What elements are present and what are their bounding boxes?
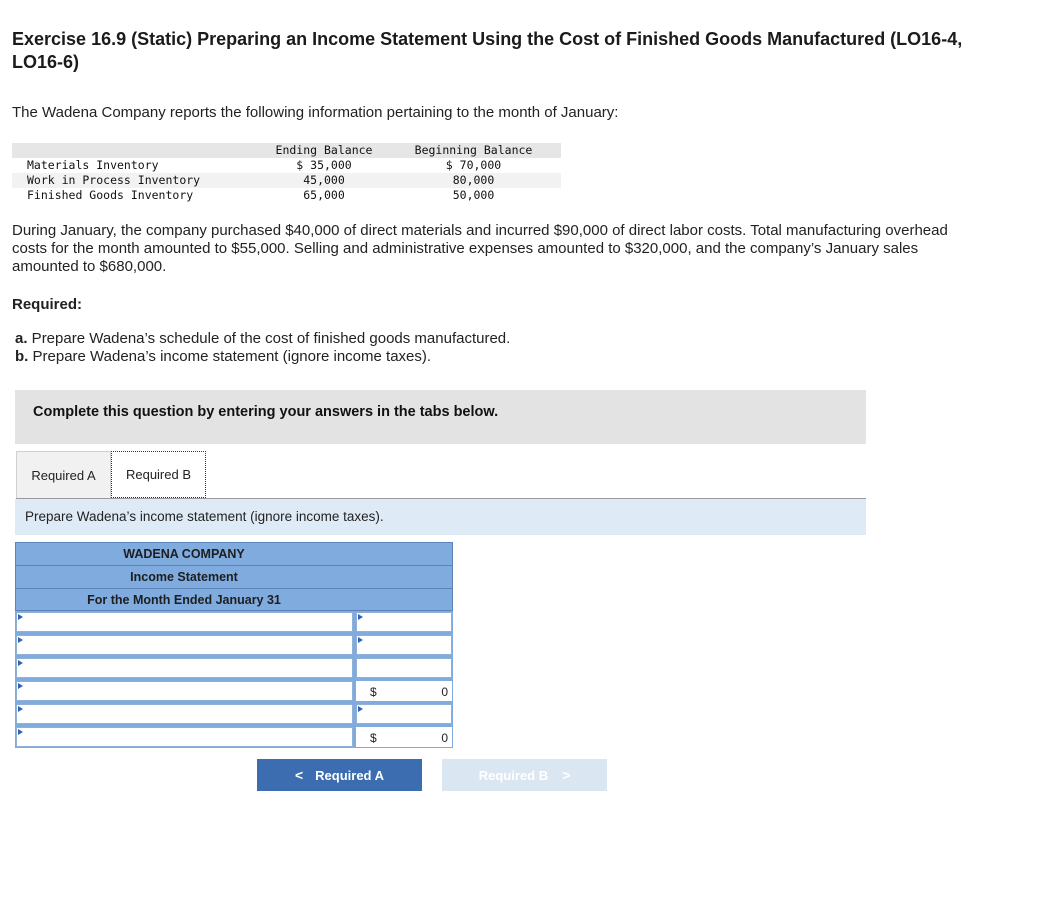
header-blank — [12, 143, 262, 158]
row-label: Finished Goods Inventory — [27, 188, 194, 202]
amount-input[interactable] — [356, 612, 452, 632]
dropdown-arrow-icon — [358, 706, 363, 712]
income-statement-header — [15, 542, 453, 611]
row-label: Work in Process Inventory — [12, 173, 262, 188]
account-dropdown[interactable] — [16, 681, 353, 701]
account-dropdown[interactable] — [16, 727, 353, 747]
statement-period: For the Month Ended January 31 — [15, 588, 453, 611]
dropdown-arrow-icon — [18, 660, 23, 666]
header-ending-balance: Ending Balance — [262, 143, 386, 158]
account-dropdown[interactable] — [16, 635, 353, 655]
exercise-title: Exercise 16.9 (Static) Preparing an Income Statement Using the Cost of Finished Goods Manufactured (LO16-4, LO16-6) — [12, 29, 963, 72]
dropdown-arrow-icon — [18, 637, 23, 643]
beginning-value: $ 70,000 — [445, 158, 502, 172]
amount-value: 0 — [441, 685, 448, 699]
account-dropdown[interactable] — [16, 658, 353, 678]
required-item-b — [15, 348, 510, 366]
currency-symbol: $ — [370, 731, 377, 745]
dropdown-arrow-icon — [358, 637, 363, 643]
previous-tab-label: Required A — [315, 767, 385, 783]
row-label: Materials Inventory — [27, 158, 159, 172]
chevron-right-icon: > — [562, 767, 571, 783]
dropdown-arrow-icon — [18, 706, 23, 712]
table-header-row — [12, 143, 561, 158]
computed-amount-cell — [356, 727, 452, 747]
tab-required-b[interactable]: Required B — [111, 451, 206, 498]
table-row — [12, 173, 561, 188]
chevron-left-icon: < — [294, 767, 304, 783]
dropdown-arrow-icon — [18, 614, 23, 620]
tab-instruction: Prepare Wadena’s income statement (ignore income taxes). — [15, 499, 866, 535]
statement-name: Income Statement — [15, 565, 453, 588]
dropdown-arrow-icon — [18, 729, 23, 735]
beginning-value: 50,000 — [452, 188, 495, 202]
amount-input[interactable] — [356, 635, 452, 655]
account-dropdown[interactable] — [16, 612, 353, 632]
next-tab-button — [442, 759, 607, 791]
income-statement-grid — [15, 611, 453, 748]
previous-tab-button[interactable] — [257, 759, 422, 791]
amount-input[interactable] — [356, 658, 452, 678]
required-list — [15, 330, 510, 366]
intro-text: The Wadena Company reports the following information pertaining to the month of January: — [12, 104, 619, 121]
company-name: WADENA COMPANY — [15, 542, 453, 565]
amount-value: 0 — [441, 731, 448, 745]
dropdown-arrow-icon — [18, 683, 23, 689]
dropdown-arrow-icon — [358, 614, 363, 620]
required-text: Prepare Wadena’s income statement (ignore income taxes). — [28, 348, 432, 365]
beginning-value: 80,000 — [386, 173, 561, 188]
header-beginning-balance: Beginning Balance — [386, 143, 561, 158]
complete-prompt: Complete this question by entering your answers in the tabs below. — [15, 390, 866, 444]
inventory-balances-table — [12, 143, 561, 203]
required-letter: b. — [15, 348, 29, 365]
tab-required-a[interactable]: Required A — [16, 451, 111, 498]
table-row — [12, 158, 561, 173]
required-heading: Required: — [12, 296, 83, 313]
problem-paragraph: During January, the company purchased $40,000 of direct materials and incurred $90,000 of direct labor costs. Total manufacturing overhead costs for the month amounted to $55,000. Selling and administrative expenses amounted to $320,000, and the company’s January sales amounted to $680,000. — [12, 222, 948, 275]
currency-symbol: $ — [370, 685, 377, 699]
amount-input[interactable] — [356, 704, 452, 724]
ending-value: $ 35,000 — [296, 158, 352, 172]
table-row — [12, 188, 561, 203]
ending-value: 65,000 — [303, 188, 345, 202]
account-dropdown[interactable] — [16, 704, 353, 724]
computed-amount-cell — [356, 681, 452, 701]
required-letter: a. — [15, 330, 28, 347]
next-tab-label: Required B — [478, 767, 549, 783]
ending-value: 45,000 — [262, 173, 386, 188]
required-text: Prepare Wadena’s schedule of the cost of finished goods manufactured. — [27, 330, 511, 347]
required-item-a — [15, 330, 510, 348]
